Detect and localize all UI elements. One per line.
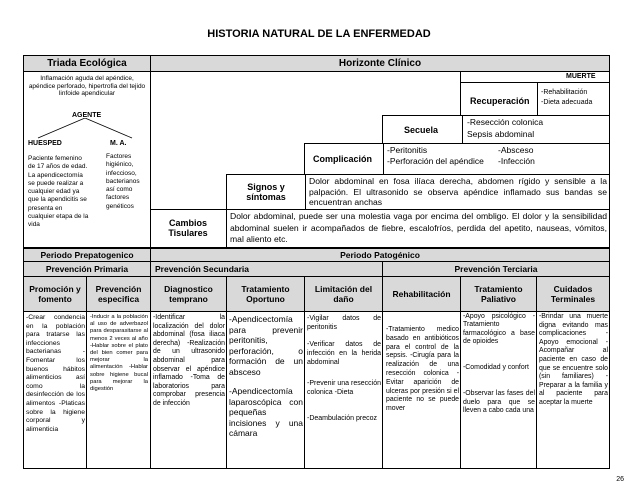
factores-text: Factores higiénico, infeccioso, bacterianos así como factores genéticos [106,153,140,210]
recuperacion-label: Recuperación [470,96,530,106]
recuperacion-item-2: -Dieta adecuada [541,99,593,106]
page-title: HISTORIA NATURAL DE LA ENFERMEDAD [207,28,431,40]
prevencion-secundaria: Prevención Secundaria [150,261,383,277]
cell-promocion: -Crear condencia en la población para tratarse las infecciones bacterianas -Fomentar los buenos hábitos alimenticios así como la desinfección de los alimentos -Platicas sobre la higiene corporal y alimenticia [23,311,87,469]
triada-header: Triada Ecológica [23,55,151,72]
cambios-label: Cambios Tisulares [168,218,208,238]
cell-limitacion: -Vigilar datos de peritonitis -Verificar datos de infección en la herida abdominal -Prevenir una resección colonica -Dieta -Deambulación precoz [304,311,383,469]
col-tratamiento: Tratamiento Oportuno [226,276,305,312]
secuela-item-1: -Resección colonica [467,117,544,127]
complicacion-item-2: -Absceso [498,145,534,155]
complicacion-item-3: -Perforación del apéndice [387,156,484,166]
cell-proteccion: -Inducir a la población al uso de adverbazol para desparasitarse al menos 2 veces al año -Hablar sobre el plato del bien comer para mejorar la alimentación -Hablar sobre higiene bucal para mejorar la digestión [86,311,151,469]
muerte-label: MUERTE [566,73,596,80]
ma-label: M. A. [110,140,127,147]
recuperacion-item-1: -Rehabilitación [541,89,588,96]
secuela-item-2: Sepsis abdominal [467,129,535,139]
cell-diagnostico: -Identificar la localización del dolor abdominal (fosa iliaca derecha) -Realización de un ultrasonido abdominal para observar el apéndice inflamado -Toma de laboratorios para comprobar presencia de infección [150,311,227,469]
prevencion-terciaria: Prevención Terciaria [382,261,610,277]
col-limitacion: Limitación del daño [304,276,383,312]
col-cuidados: Cuidados Terminales [536,276,610,312]
periodo-patogenico: Periodo Patogénico [150,248,610,262]
col-promocion: Promoción y fomento [23,276,87,312]
col-paliativo: Tratamiento Paliativo [460,276,537,312]
cell-cuidados: -Brindar una muerte digna evitando mas complicaciones -Apoyo emocional -Acompañar al paciente en caso de que se encuentre solo (sin familiares) -Preparar a la familia y al paciente para aceptar la muerte [536,311,610,469]
cell-paliativo: -Apoyo psicológico -Tratamiento farmacológico a base de opioides -Comodidad y confort -Observar las fases del duelo para que se lleven a cabo cada una [460,311,537,469]
huesped-label: HUESPED [28,140,62,147]
col-rehabilitacion: Rehabilitación [382,276,461,312]
cell-tratamiento: -Apendicectomía para prevenir peritonitis, perforación, o formación de un absceso -Apendicectomía laparoscópica con pequeñas incisiones y una cámara [226,311,305,469]
col-proteccion: Prevención especifica [86,276,151,312]
col-diagnostico: Diagnostico temprano [150,276,227,312]
signos-label: Signos y síntomas [246,182,286,202]
complicacion-item-1: -Peritonitis [387,145,428,155]
prevencion-primaria: Prevención Primaria [23,261,151,277]
triada-triangle [30,118,140,142]
triada-description: Inflamación aguda del apéndice, apéndice perforado, hipertrofia del tejido linfoide apendicular [28,75,146,97]
cambios-text: Dolor abdominal, puede ser una molestia vaga por encima del ombligo. El dolor y la sensibilidad abdominal suelen ir acompañados de fiebre, escalofríos, perdida del apetito, nauseas, vómitos, mal aliento etc. [230,211,607,244]
huesped-text: Paciente femenino de 17 años de edad. La apendicectomía se puede realizar a cualquier edad ya que la apendicitis se presenta en cualquier etapa de la vida [28,155,89,229]
signos-text: Dolor abdominal en fosa ilíaca derecha, abdomen rígido y sensible a la palpación. El ultrasonido se observa apéndice inflamado sus bandas se encuentran anchas [309,176,607,207]
complicacion-item-4: -Infección [498,156,535,166]
cell-rehabilitacion: -Tratamiento medico basado en antibióticos para el control de la sepsis. -Cirugía para la realización de una resección colonica -Evitar aparición de ulceras por presión si el paciente no se puede mover [382,311,461,469]
agente-label: AGENTE [72,112,102,119]
periodo-prepatogenico: Periodo Prepatogenico [23,248,151,262]
horizonte-header: Horizonte Clínico [150,55,610,72]
secuela-label: Secuela [404,125,439,135]
complicacion-label: Complicación [313,154,373,164]
page-number: 26 [616,476,624,483]
